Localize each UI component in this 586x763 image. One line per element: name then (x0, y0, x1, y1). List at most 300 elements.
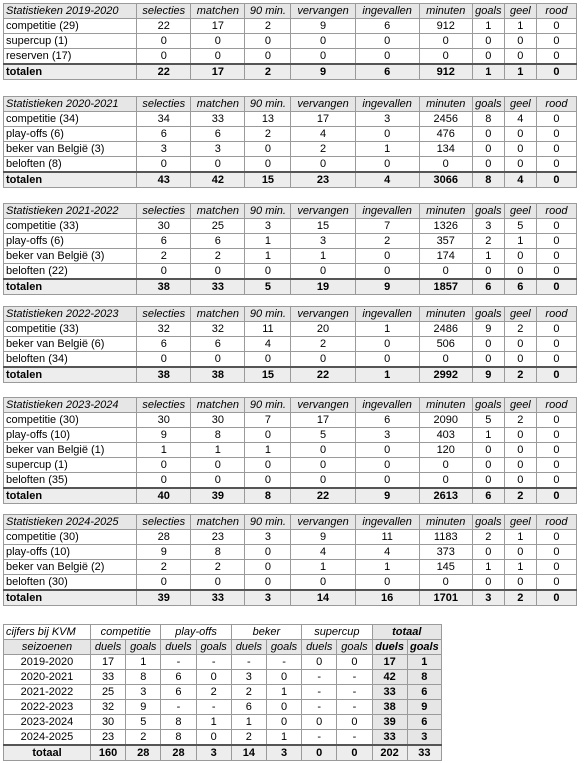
summary-row (4, 730, 442, 746)
summary-row (4, 700, 442, 715)
column-header: selecties (137, 204, 191, 219)
total-value: 9 (291, 64, 355, 80)
summary-row (4, 685, 442, 700)
cell-value: 1 (245, 249, 291, 264)
table-row (4, 545, 577, 560)
cell-value: 6 (191, 127, 245, 142)
cell-value: 3 (291, 234, 355, 249)
cell-value: 6 (191, 337, 245, 352)
column-header: geel (504, 204, 536, 219)
column-header: minuten (419, 398, 472, 413)
cell-value: 0 (536, 413, 576, 428)
cell-value: 4 (355, 545, 419, 560)
column-header: selecties (137, 4, 191, 19)
column-header: geel (504, 515, 536, 530)
summary-value: 8 (161, 715, 196, 730)
summary-value: 0 (196, 730, 231, 746)
season-title: Statistieken 2023-2024 (4, 398, 137, 413)
summary-value: - (302, 700, 337, 715)
cell-value: 174 (419, 249, 472, 264)
summary-value: 3 (126, 685, 161, 700)
row-label: beker van België (1) (4, 443, 137, 458)
summary-value: 9 (126, 700, 161, 715)
total-value: 2 (504, 367, 536, 383)
column-header: minuten (419, 515, 472, 530)
cell-value: 3 (137, 142, 191, 157)
table-row (4, 34, 577, 49)
cell-value: 0 (245, 34, 291, 49)
sub-header-duels: duels (161, 640, 196, 655)
total-value: 912 (419, 64, 472, 80)
cell-value: 0 (137, 473, 191, 489)
cell-value: 0 (504, 49, 536, 65)
column-header: 90 min. (245, 398, 291, 413)
summary-total-value: 160 (90, 745, 125, 761)
total-value: 38 (137, 367, 191, 383)
cell-value: 25 (191, 219, 245, 234)
cell-value: 0 (191, 157, 245, 173)
cell-value: 0 (536, 322, 576, 337)
total-value: 0 (536, 488, 576, 504)
column-header: 90 min. (245, 515, 291, 530)
cell-value: 28 (137, 530, 191, 545)
row-label: beloften (30) (4, 575, 137, 591)
cell-value: 0 (245, 458, 291, 473)
total-value: 1 (472, 64, 504, 80)
total-value: 23 (291, 172, 355, 188)
cell-value: 1 (504, 560, 536, 575)
summary-total-value: 28 (126, 745, 161, 761)
sub-header-goals: goals (337, 640, 372, 655)
column-header: goals (472, 204, 504, 219)
cell-value: 0 (419, 49, 472, 65)
season-title: Statistieken 2022-2023 (4, 307, 137, 322)
total-value: 2 (245, 64, 291, 80)
cell-value: 2 (472, 530, 504, 545)
summary-value: 1 (266, 730, 301, 746)
cell-value: 6 (355, 413, 419, 428)
stats-header (4, 4, 577, 19)
sub-header-duels: duels (231, 640, 266, 655)
summary-value: - (337, 685, 372, 700)
season-title: Statistieken 2021-2022 (4, 204, 137, 219)
column-header: ingevallen (355, 4, 419, 19)
cell-value: 1 (291, 249, 355, 264)
cell-value: 0 (536, 443, 576, 458)
total-value: 1701 (419, 590, 472, 606)
cell-value: 0 (536, 352, 576, 368)
cell-value: 0 (355, 157, 419, 173)
cell-value: 0 (137, 264, 191, 280)
table-row (4, 413, 577, 428)
cell-value: 0 (504, 127, 536, 142)
total-row (4, 279, 577, 295)
group-header-play-offs: play-offs (161, 625, 231, 640)
total-value: 0 (536, 172, 576, 188)
column-header: selecties (137, 515, 191, 530)
season-label: 2019-2020 (4, 655, 91, 670)
row-label: play-offs (10) (4, 545, 137, 560)
cell-value: 0 (355, 575, 419, 591)
summary-value: - (196, 655, 231, 670)
cell-value: 1 (504, 530, 536, 545)
cell-value: 0 (536, 112, 576, 127)
group-header-competitie: competitie (90, 625, 160, 640)
column-header: vervangen (291, 398, 355, 413)
header-row (4, 4, 577, 19)
cell-value: 0 (472, 545, 504, 560)
cell-value: 0 (472, 127, 504, 142)
table-row (4, 219, 577, 234)
cell-value: 0 (245, 157, 291, 173)
cell-value: 9 (291, 530, 355, 545)
cell-value: 2 (355, 234, 419, 249)
column-header: goals (472, 398, 504, 413)
summary-value: - (302, 685, 337, 700)
sub-header-goals: goals (407, 640, 441, 655)
cell-value: 2 (291, 337, 355, 352)
cell-value: 0 (291, 473, 355, 489)
column-header: rood (536, 398, 576, 413)
summary-value: 0 (302, 655, 337, 670)
cell-value: 2 (245, 19, 291, 34)
header-row (4, 398, 577, 413)
cell-value: 0 (504, 142, 536, 157)
cell-value: 0 (504, 575, 536, 591)
column-header: rood (536, 515, 576, 530)
stats-header (4, 515, 577, 530)
cell-value: 30 (191, 413, 245, 428)
cell-value: 0 (355, 352, 419, 368)
cell-value: 5 (472, 413, 504, 428)
season-stats-table (3, 306, 577, 383)
cell-value: 7 (245, 413, 291, 428)
cell-value: 0 (191, 49, 245, 65)
column-header: minuten (419, 97, 472, 112)
cell-value: 0 (472, 352, 504, 368)
cell-value: 3 (245, 530, 291, 545)
column-header: vervangen (291, 204, 355, 219)
cell-value: 1183 (419, 530, 472, 545)
season-label: 2020-2021 (4, 670, 91, 685)
column-header: ingevallen (355, 204, 419, 219)
summary-value: 38 (372, 700, 407, 715)
total-label: totalen (4, 172, 137, 188)
sub-header-duels: duels (90, 640, 125, 655)
column-header: geel (504, 97, 536, 112)
cell-value: 2 (504, 413, 536, 428)
total-value: 1857 (419, 279, 472, 295)
table-row (4, 473, 577, 489)
table-row (4, 352, 577, 368)
summary-value: 3 (231, 670, 266, 685)
cell-value: 0 (245, 142, 291, 157)
cell-value: 0 (536, 219, 576, 234)
cell-value: 0 (245, 264, 291, 280)
column-header: 90 min. (245, 204, 291, 219)
cell-value: 1 (355, 560, 419, 575)
column-header: selecties (137, 398, 191, 413)
season-stats-table (3, 397, 577, 504)
column-header: rood (536, 4, 576, 19)
column-header: vervangen (291, 515, 355, 530)
cell-value: 0 (191, 458, 245, 473)
total-value: 38 (191, 367, 245, 383)
cell-value: 0 (472, 157, 504, 173)
summary-row (4, 655, 442, 670)
table-row (4, 428, 577, 443)
header-row (4, 307, 577, 322)
total-value: 39 (137, 590, 191, 606)
summary-row (4, 715, 442, 730)
cell-value: 17 (291, 413, 355, 428)
cell-value: 23 (191, 530, 245, 545)
summary-value: 2 (126, 730, 161, 746)
cell-value: 32 (137, 322, 191, 337)
cell-value: 0 (536, 575, 576, 591)
total-value: 43 (137, 172, 191, 188)
column-header: ingevallen (355, 398, 419, 413)
summary-value: 6 (161, 670, 196, 685)
cell-value: 0 (245, 473, 291, 489)
cell-value: 0 (419, 575, 472, 591)
column-header: ingevallen (355, 307, 419, 322)
season-stats-table (3, 3, 577, 80)
column-header: matchen (191, 307, 245, 322)
row-label: competitie (33) (4, 219, 137, 234)
group-header-beker: beker (231, 625, 301, 640)
summary-value: 8 (126, 670, 161, 685)
row-label: competitie (30) (4, 530, 137, 545)
summary-value: 2 (231, 685, 266, 700)
cell-value: 0 (504, 473, 536, 489)
cell-value: 0 (536, 34, 576, 49)
total-value: 22 (291, 488, 355, 504)
cell-value: 0 (536, 545, 576, 560)
cell-value: 0 (472, 337, 504, 352)
summary-total-value: 3 (196, 745, 231, 761)
summary-value: 0 (337, 655, 372, 670)
summary-total-row (4, 745, 442, 761)
row-label: competitie (29) (4, 19, 137, 34)
cell-value: 0 (536, 157, 576, 173)
cell-value: 0 (355, 264, 419, 280)
cell-value: 4 (245, 337, 291, 352)
column-header: minuten (419, 204, 472, 219)
column-header: selecties (137, 307, 191, 322)
total-value: 2 (504, 590, 536, 606)
total-value: 15 (245, 172, 291, 188)
total-value: 42 (191, 172, 245, 188)
summary-value: - (337, 670, 372, 685)
summary-value: 2 (231, 730, 266, 746)
column-header: minuten (419, 4, 472, 19)
cell-value: 9 (137, 428, 191, 443)
cell-value: 0 (355, 34, 419, 49)
summary-value: - (161, 700, 196, 715)
stats-header (4, 398, 577, 413)
row-label: beloften (35) (4, 473, 137, 489)
total-row (4, 367, 577, 383)
season-stats-table (3, 203, 577, 295)
column-header: ingevallen (355, 97, 419, 112)
summary-value: 30 (90, 715, 125, 730)
column-header: selecties (137, 97, 191, 112)
table-row (4, 575, 577, 591)
cell-value: 0 (419, 264, 472, 280)
cell-value: 0 (504, 458, 536, 473)
cell-value: 0 (355, 337, 419, 352)
column-header: rood (536, 97, 576, 112)
total-value: 15 (245, 367, 291, 383)
header-row (4, 204, 577, 219)
table-row (4, 530, 577, 545)
table-row (4, 458, 577, 473)
summary-value: 8 (161, 730, 196, 746)
summary-value: 0 (196, 670, 231, 685)
table-row (4, 112, 577, 127)
table-row (4, 49, 577, 65)
summary-row (4, 670, 442, 685)
cell-value: 0 (504, 249, 536, 264)
cell-value: 8 (191, 428, 245, 443)
cell-value: 0 (355, 49, 419, 65)
cell-value: 8 (472, 112, 504, 127)
cell-value: 403 (419, 428, 472, 443)
cell-value: 0 (191, 352, 245, 368)
header-row (4, 515, 577, 530)
total-value: 19 (291, 279, 355, 295)
season-stats-table (3, 514, 577, 606)
cell-value: 0 (536, 337, 576, 352)
summary-value: 23 (90, 730, 125, 746)
total-value: 33 (191, 590, 245, 606)
column-header: 90 min. (245, 4, 291, 19)
row-label: supercup (1) (4, 34, 137, 49)
cell-value: 0 (291, 157, 355, 173)
column-header: rood (536, 204, 576, 219)
total-value: 9 (355, 279, 419, 295)
cell-value: 6 (137, 234, 191, 249)
cell-value: 33 (191, 112, 245, 127)
summary-corner-label: cijfers bij KVM (4, 625, 91, 640)
cell-value: 1 (504, 19, 536, 34)
total-value: 1 (355, 367, 419, 383)
cell-value: 30 (137, 413, 191, 428)
table-row (4, 19, 577, 34)
summary-value: - (337, 700, 372, 715)
total-row (4, 172, 577, 188)
column-header: goals (472, 515, 504, 530)
summary-value: 1 (407, 655, 441, 670)
total-value: 0 (536, 279, 576, 295)
cell-value: 30 (137, 219, 191, 234)
season-label: 2022-2023 (4, 700, 91, 715)
stats-header (4, 307, 577, 322)
summary-value: - (302, 670, 337, 685)
cell-value: 1 (472, 560, 504, 575)
summary-value: - (266, 655, 301, 670)
table-row (4, 249, 577, 264)
cell-value: 0 (536, 49, 576, 65)
total-label: totalen (4, 64, 137, 80)
season-title: Statistieken 2024-2025 (4, 515, 137, 530)
total-row (4, 64, 577, 80)
total-value: 6 (504, 279, 536, 295)
total-label: totalen (4, 488, 137, 504)
stats-body (4, 322, 577, 383)
cell-value: 3 (355, 428, 419, 443)
cell-value: 0 (419, 473, 472, 489)
cell-value: 22 (137, 19, 191, 34)
summary-value: 3 (407, 730, 441, 746)
cell-value: 4 (504, 112, 536, 127)
cell-value: 2 (191, 560, 245, 575)
column-header: geel (504, 4, 536, 19)
cell-value: 9 (291, 19, 355, 34)
total-value: 5 (245, 279, 291, 295)
total-value: 0 (536, 367, 576, 383)
sub-header-goals: goals (126, 640, 161, 655)
cell-value: 0 (419, 458, 472, 473)
row-label: beloften (34) (4, 352, 137, 368)
cell-value: 0 (504, 34, 536, 49)
cell-value: 0 (291, 443, 355, 458)
column-header: vervangen (291, 4, 355, 19)
summary-value: - (302, 730, 337, 746)
row-label: play-offs (10) (4, 428, 137, 443)
cell-value: 0 (291, 264, 355, 280)
cell-value: 1 (191, 443, 245, 458)
cell-value: 0 (536, 264, 576, 280)
cell-value: 0 (536, 19, 576, 34)
summary-value: 33 (372, 730, 407, 746)
cell-value: 11 (355, 530, 419, 545)
cell-value: 0 (472, 458, 504, 473)
column-header: ingevallen (355, 515, 419, 530)
total-value: 4 (504, 172, 536, 188)
total-value: 9 (355, 488, 419, 504)
total-value: 22 (291, 367, 355, 383)
cell-value: 0 (291, 575, 355, 591)
summary-total-value: 28 (161, 745, 196, 761)
cell-value: 2 (472, 234, 504, 249)
total-label: totalen (4, 590, 137, 606)
sub-header-duels: duels (302, 640, 337, 655)
row-label: supercup (1) (4, 458, 137, 473)
cell-value: 9 (137, 545, 191, 560)
total-value: 40 (137, 488, 191, 504)
summary-value: 2 (196, 685, 231, 700)
season-label: 2021-2022 (4, 685, 91, 700)
cell-value: 0 (504, 264, 536, 280)
cell-value: 2 (504, 322, 536, 337)
total-row (4, 590, 577, 606)
table-row (4, 264, 577, 280)
total-value: 3066 (419, 172, 472, 188)
cell-value: 0 (137, 458, 191, 473)
cell-value: 0 (355, 127, 419, 142)
cell-value: 6 (137, 337, 191, 352)
season-label: 2023-2024 (4, 715, 91, 730)
cell-value: 0 (355, 249, 419, 264)
cell-value: 0 (191, 575, 245, 591)
table-row (4, 560, 577, 575)
row-label: competitie (34) (4, 112, 137, 127)
kvm-summary-table (3, 624, 442, 761)
cell-value: 1 (355, 142, 419, 157)
cell-value: 3 (472, 219, 504, 234)
